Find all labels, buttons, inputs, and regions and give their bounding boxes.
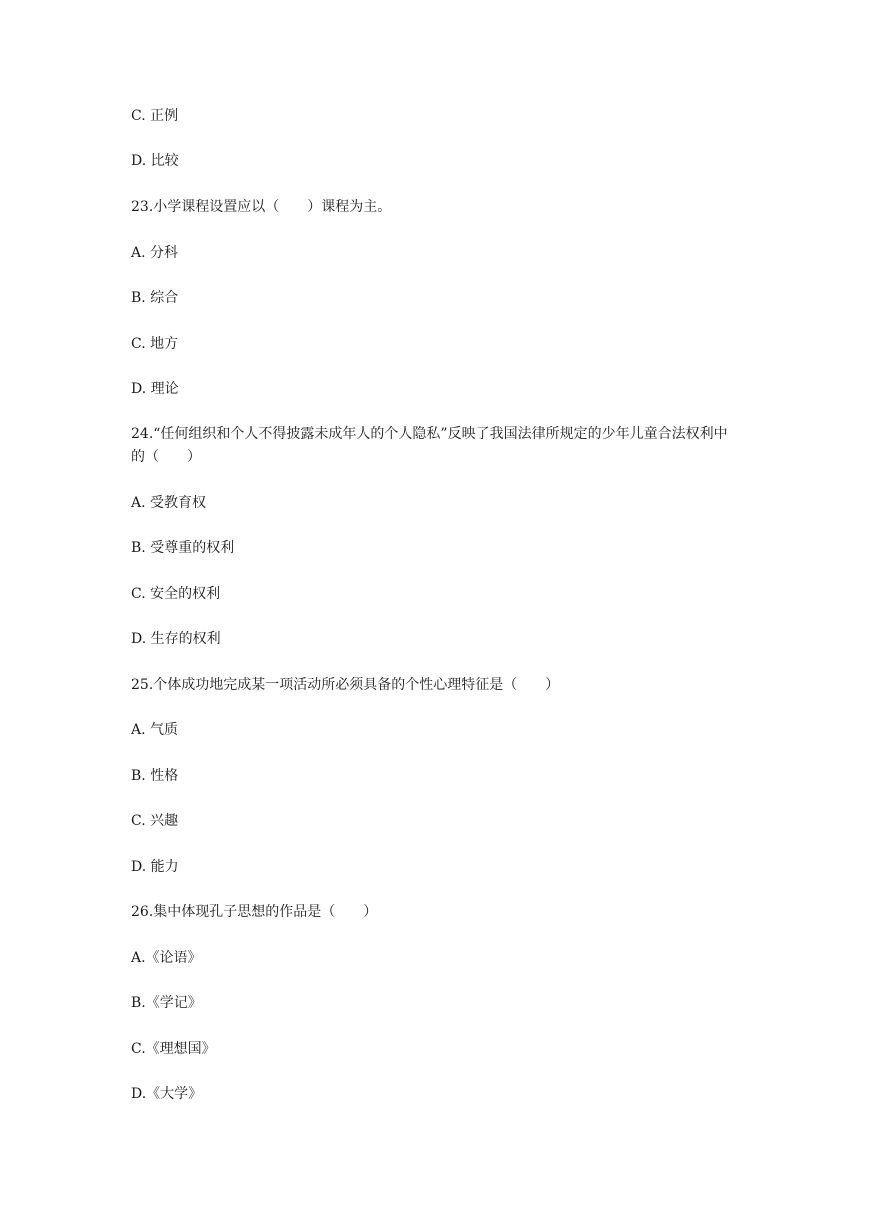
q24-question: 24.“任何组织和个人不得披露未成年人的个人隐私”反映了我国法律所规定的少年儿童合法权利中的（ ） — [131, 426, 728, 465]
q24-option-b: B. 受尊重的权利 — [131, 540, 235, 556]
q26-option-d: D.《大学》 — [131, 1086, 203, 1102]
q26-question: 26.集中体现孔子思想的作品是（ ） — [131, 904, 378, 920]
q23-option-b: B. 综合 — [131, 290, 179, 306]
q23-option-d: D. 理论 — [131, 381, 179, 397]
q23-option-a: A. 分科 — [131, 245, 179, 261]
q22-option-c: C. 正例 — [131, 108, 179, 124]
q24-option-c: C. 安全的权利 — [131, 586, 221, 602]
q24-option-a: A. 受教育权 — [131, 495, 207, 511]
q25-question: 25.个体成功地完成某一项活动所必须具备的个性心理特征是（ ） — [131, 677, 560, 693]
q26-option-a: A.《论语》 — [131, 950, 202, 966]
q25-option-c: C. 兴趣 — [131, 813, 179, 829]
q26-option-c: C.《理想国》 — [131, 1041, 216, 1057]
q22-option-d: D. 比较 — [131, 153, 179, 169]
q26-option-b: B.《学记》 — [131, 995, 202, 1011]
q23-question: 23.小学课程设置应以（ ）课程为主。 — [131, 199, 392, 215]
q25-option-d: D. 能力 — [131, 859, 179, 875]
q24-option-d: D. 生存的权利 — [131, 631, 221, 647]
q25-option-b: B. 性格 — [131, 768, 179, 784]
q25-option-a: A. 气质 — [131, 722, 179, 738]
q23-option-c: C. 地方 — [131, 336, 179, 352]
